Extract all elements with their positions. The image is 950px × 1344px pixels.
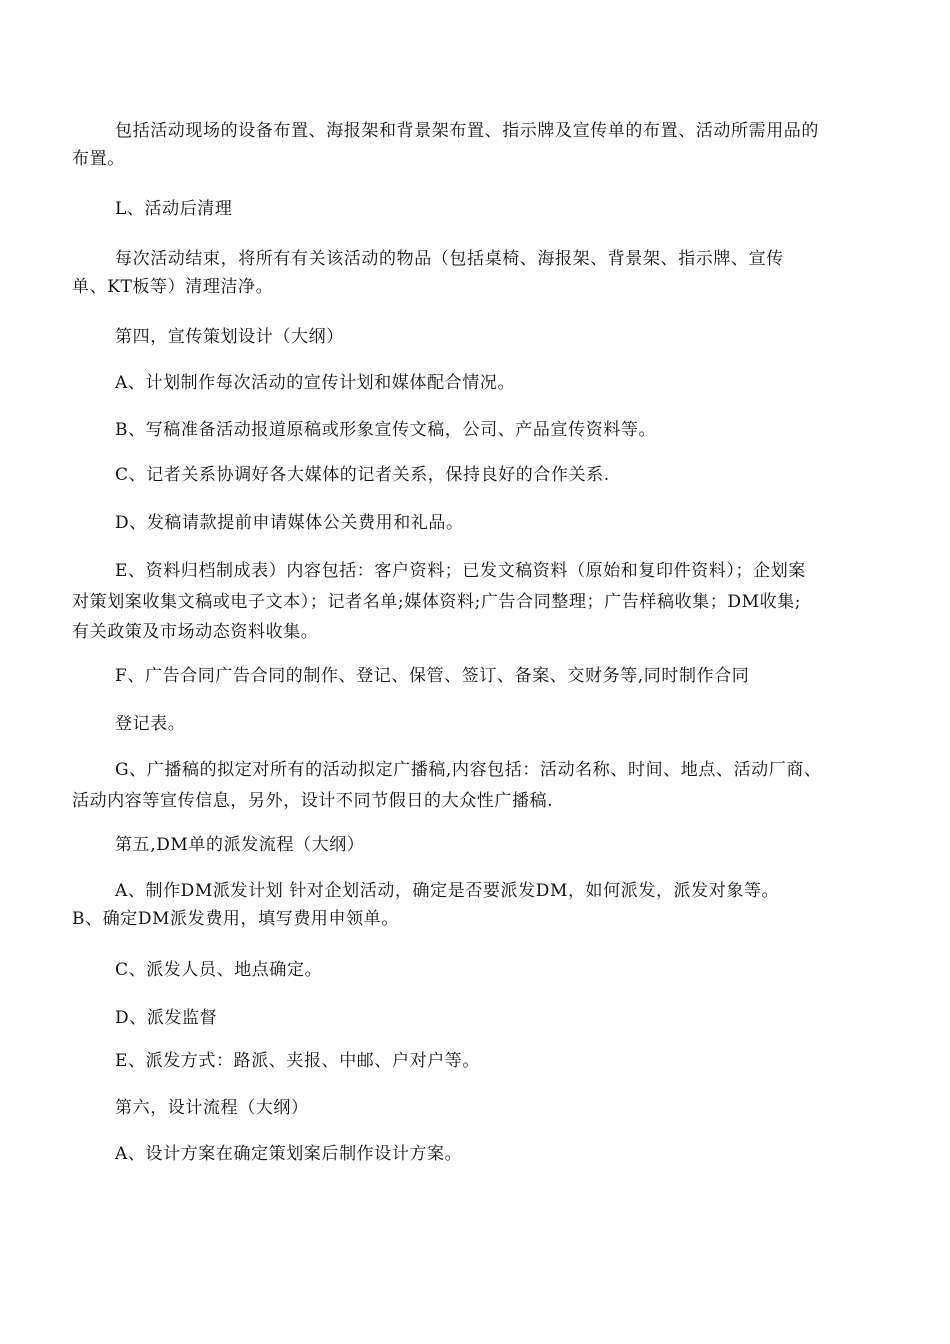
item-e-dm-method: E、派发方式：路派、夹报、中邮、户对户等。: [115, 1051, 481, 1071]
item-b-dm-cost: B、确定DM派发费用，填写费用申领单。: [72, 909, 399, 929]
paragraph-setup-line2: 布置。: [72, 149, 125, 169]
item-c-dm-staff: C、派发人员、地点确定。: [115, 960, 323, 980]
item-e-archive-line3: 有关政策及市场动态资料收集。: [72, 622, 319, 642]
heading-cleanup: L、活动后清理: [115, 199, 233, 219]
item-b-writing: B、写稿准备活动报道原稿或形象宣传文稿，公司、产品宣传资料等。: [115, 420, 657, 440]
item-f-contract-cont: 登记表。: [115, 714, 186, 734]
item-a-design: A、设计方案在确定策划案后制作设计方案。: [115, 1144, 463, 1164]
section-heading-six: 第六，设计流程（大纲）: [115, 1098, 309, 1118]
item-f-contract: F、广告合同广告合同的制作、登记、保管、签订、备案、交财务等,同时制作合同: [115, 666, 750, 686]
item-g-broadcast-line1: G、广播稿的拟定对所有的活动拟定广播稿,内容包括：活动名称、时间、地点、活动厂商、: [115, 760, 822, 780]
item-e-archive-line2: 对策划案收集文稿或电子文本）；记者名单;媒体资料;广告合同整理；广告样稿收集；DM收集;: [72, 592, 802, 612]
paragraph-cleanup-line1: 每次活动结束，将所有有关该活动的物品（包括桌椅、海报架、背景架、指示牌、宣传: [115, 249, 784, 269]
paragraph-cleanup-line2: 单、KT板等）清理洁净。: [72, 277, 274, 297]
item-d-dm-monitor: D、派发监督: [115, 1008, 218, 1028]
section-heading-five: 第五,DM单的派发流程（大纲）: [115, 835, 365, 855]
item-a-dm-plan: A、制作DM派发计划 针对企划活动，确定是否要派发DM，如何派发，派发对象等。: [115, 881, 780, 901]
item-d-payment: D、发稿请款提前申请媒体公关费用和礼品。: [115, 513, 464, 533]
item-e-archive-line1: E、资料归档制成表）内容包括：客户资料；已发文稿资料（原始和复印件资料）；企划案: [115, 561, 806, 581]
item-g-broadcast-line2: 活动内容等宣传信息，另外，设计不同节假日的大众性广播稿.: [72, 791, 554, 811]
item-c-press: C、记者关系协调好各大媒体的记者关系，保持良好的合作关系.: [115, 465, 610, 485]
item-a-plan: A、计划制作每次活动的宣传计划和媒体配合情况。: [115, 373, 516, 393]
paragraph-setup-line1: 包括活动现场的设备布置、海报架和背景架布置、指示牌及宣传单的布置、活动所需用品的: [115, 121, 819, 141]
section-heading-four: 第四，宣传策划设计（大纲）: [115, 327, 344, 347]
